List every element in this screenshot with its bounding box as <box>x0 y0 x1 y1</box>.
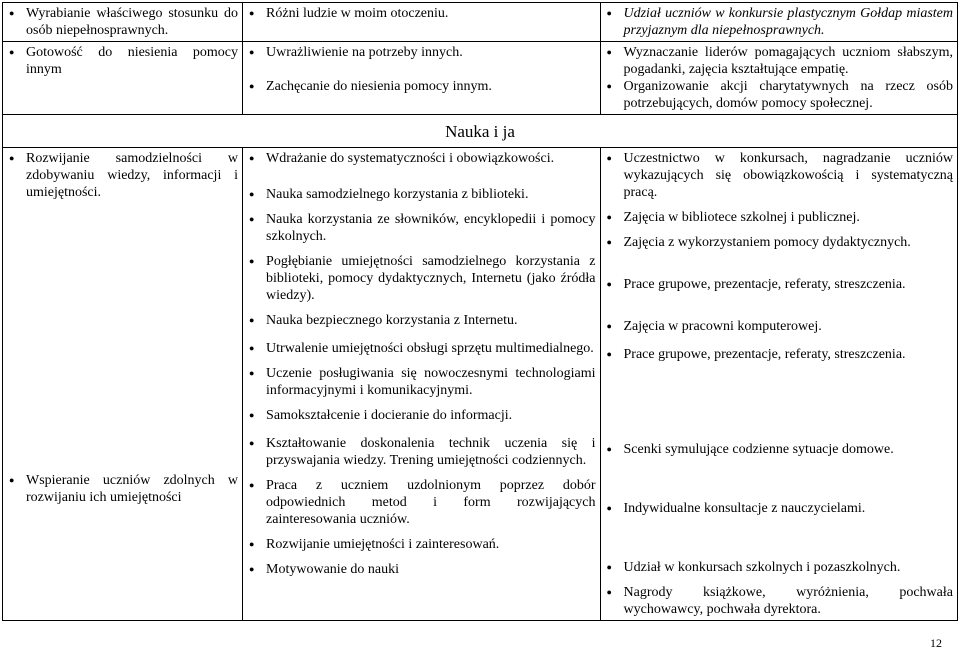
list-item: ● Zajęcia z wykorzystaniem pomocy dydaktycznych. <box>605 234 954 251</box>
list-item: ● Zajęcia w pracowni komputerowej. <box>605 318 954 335</box>
list-item: ● Nauka korzystania ze słowników, encyklopedii i pomocy szkolnych. <box>247 211 595 245</box>
task-cell <box>243 148 600 621</box>
list-item: ● Prace grupowe, prezentacje, referaty, streszczenia. <box>605 346 954 363</box>
list-item: ● Zajęcia w bibliotece szkolnej i publicznej. <box>605 209 954 226</box>
list-item: ● Nauka bezpiecznego korzystania z Internetu. <box>247 312 595 329</box>
list-item: ● Utrwalenie umiejętności obsługi sprzętu multimedialnego. <box>247 340 595 357</box>
list-item: ● Rozwijanie samodzielności w zdobywaniu wiedzy, informacji i umiejętności. <box>7 150 238 201</box>
list-item: ● Samokształcenie i docieranie do informacji. <box>247 407 595 424</box>
list-item: ● Gotowość do niesienia pomocy innym <box>7 44 238 78</box>
task-cell <box>243 3 600 42</box>
list-item: ● Indywidualne konsultacje z nauczycielami. <box>605 500 954 517</box>
list-item: ● Wdrażanie do systematyczności i obowiązkowości. <box>247 150 595 167</box>
list-item: ● Wspieranie uczniów zdolnych w rozwijaniu ich umiejętności <box>7 472 238 506</box>
list-item: ● Scenki symulujące codzienne sytuacje domowe. <box>605 441 954 458</box>
list-item: ● Motywowanie do nauki <box>247 561 595 578</box>
method-cell <box>600 3 958 42</box>
goal-cell <box>3 42 243 115</box>
list-item: ● Udział w konkursach szkolnych i pozaszkolnych. <box>605 559 954 576</box>
list-item: ● Uwrażliwienie na potrzeby innych. <box>247 44 595 61</box>
list-item: ● Praca z uczniem uzdolnionym poprzez dobór odpowiednich metod i form rozwijających zainteresowania uczniów. <box>247 477 595 528</box>
list-item: ● Nauka samodzielnego korzystania z biblioteki. <box>247 186 595 203</box>
table-row <box>3 148 958 621</box>
section-header-row <box>3 115 958 148</box>
list-item: ● Rozwijanie umiejętności i zainteresowań. <box>247 536 595 553</box>
list-item: ● Różni ludzie w moim otoczeniu. <box>247 5 595 22</box>
list-item: ● Nagrody książkowe, wyróżnienia, pochwała wychowawcy, pochwała dyrektora. <box>605 584 954 618</box>
list-item: ● Wyznaczanie liderów pomagających uczniom słabszym, pogadanki, zajęcia kształtujące empatię. <box>605 44 954 78</box>
goal-cell <box>3 3 243 42</box>
goal-cell <box>3 148 243 621</box>
list-item: ● Prace grupowe, prezentacje, referaty, streszczenia. <box>605 276 954 293</box>
list-item: ● Uczenie posługiwania się nowoczesnymi technologiami informacyjnymi i komunikacyjnymi. <box>247 365 595 399</box>
section-title: Nauka i ja <box>3 115 958 148</box>
list-item: ● Organizowanie akcji charytatywnych na rzecz osób potrzebujących, domów pomocy społecznej. <box>605 78 954 112</box>
method-cell <box>600 148 958 621</box>
program-table <box>2 2 958 621</box>
list-item: ● Zachęcanie do niesienia pomocy innym. <box>247 78 595 95</box>
list-item: ● Uczestnictwo w konkursach, nagradzanie uczniów wykazujących się obowiązkowością i systematyczną pracą. <box>605 150 954 201</box>
list-item: ● Wyrabianie właściwego stosunku do osób niepełnosprawnych. <box>7 5 238 39</box>
list-item: ● Kształtowanie doskonalenia technik uczenia się i przyswajania wiedzy. Trening umiejętności codziennych. <box>247 435 595 469</box>
table-row <box>3 3 958 42</box>
list-item: ● Pogłębianie umiejętności samodzielnego korzystania z biblioteki, pomocy dydaktycznych, Internetu (jako źródła wiedzy). <box>247 253 595 304</box>
method-cell <box>600 42 958 115</box>
page-number: 12 <box>930 636 942 650</box>
list-item: ● Udział uczniów w konkursie plastycznym Gołdap miastem przyjaznym dla niepełnosprawnych. <box>605 5 954 39</box>
table-row <box>3 42 958 115</box>
task-cell <box>243 42 600 115</box>
